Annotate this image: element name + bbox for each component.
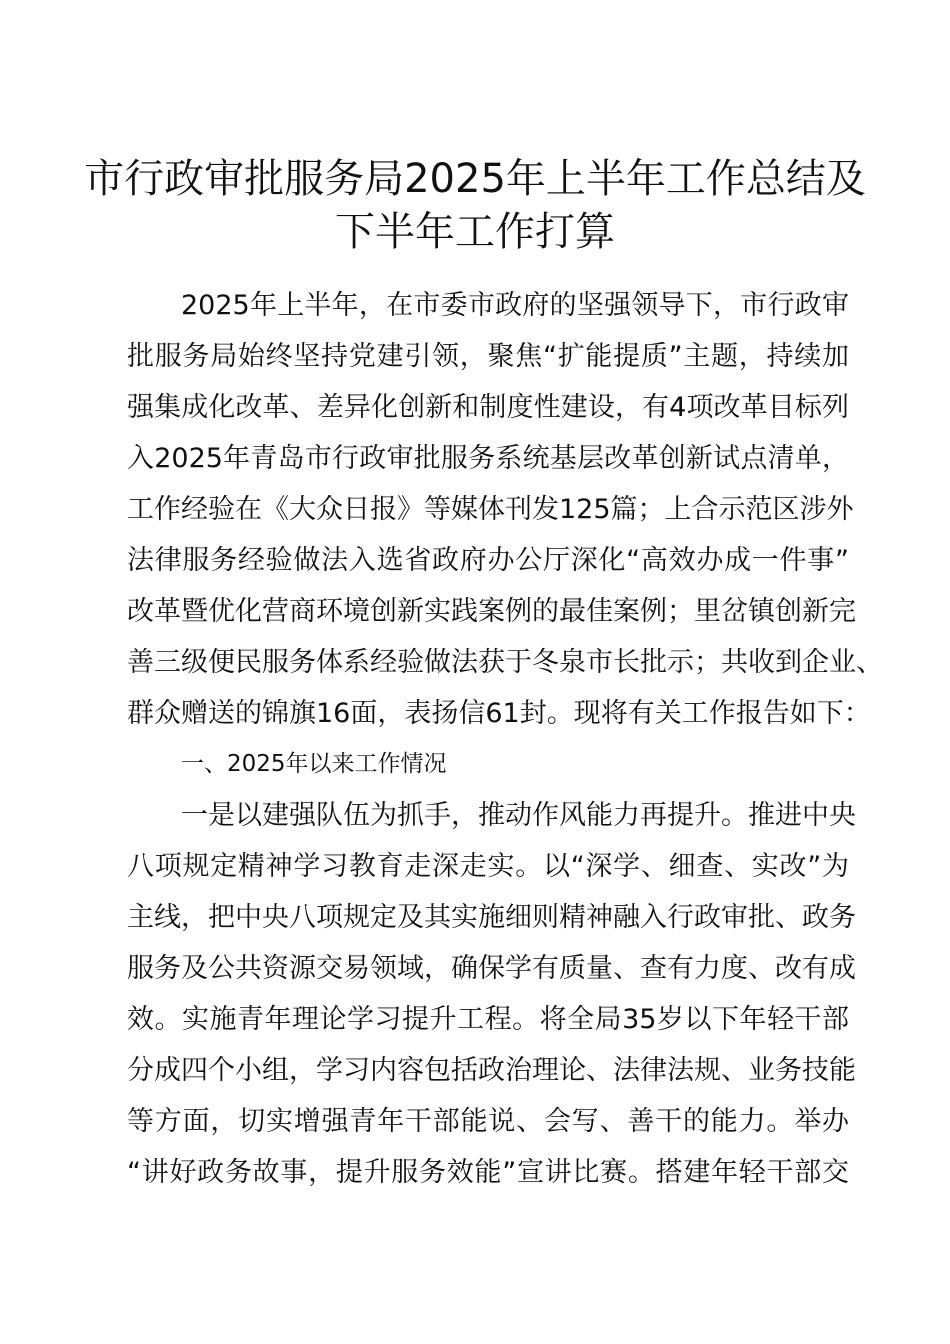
paragraph-line: 主线，把中央八项规定及其实施细则精神融入行政审批、政务 [127,902,856,933]
paragraph-line: 服务及公共资源交易领域，确保学有质量、查有力度、改有成 [127,953,856,984]
document-title-line-1: 市行政审批服务局2025年上半年工作总结及 [84,156,866,202]
paragraph-line: 八项规定精神学习教育走深走实。以“深学、细查、实改”为 [127,851,849,882]
paragraph-line: “讲好政务故事，提升服务效能”宣讲比赛。搭建年轻干部交 [127,1157,849,1188]
document-title-line-2: 下半年工作打算 [335,209,615,255]
paragraph-line: 善三级便民服务体系经验做法获于冬泉市长批示；共收到企业、 [127,647,883,678]
paragraph-line: 一是以建强队伍为抓手，推动作风能力再提升。推进中央 [181,800,856,831]
paragraph-line: 强集成化改革、差异化创新和制度性建设，有4项改革目标列 [127,392,849,423]
paragraph-line: 效。实施青年理论学习提升工程。将全局35岁以下年轻干部 [127,1004,849,1035]
paragraph-line: 群众赠送的锦旗16面，表扬信61封。现将有关工作报告如下： [127,698,871,729]
paragraph-line: 法律服务经验做法入选省政府办公厅深化“高效办成一件事” [127,545,849,576]
paragraph-line: 分成四个小组，学习内容包括政治理论、法律法规、业务技能 [127,1055,856,1086]
paragraph-line: 入2025年青岛市行政审批服务系统基层改革创新试点清单， [127,443,849,474]
paragraph-line: 等方面，切实增强青年干部能说、会写、善干的能力。举办 [127,1106,849,1137]
section-heading: 一、2025年以来工作情况 [181,751,447,777]
paragraph-section-one [127,790,856,1198]
paragraph-intro [127,280,883,739]
paragraph-line: 改革暨优化营商环境创新实践案例的最佳案例；里岔镇创新完 [127,596,856,627]
paragraph-line: 批服务局始终坚持党建引领，聚焦“扩能提质”主题，持续加 [127,341,849,372]
paragraph-line: 工作经验在《大众日报》等媒体刊发125篇；上合示范区涉外 [127,494,854,525]
document-body [127,280,883,1198]
paragraph-line: 2025年上半年，在市委市政府的坚强领导下，市行政审 [181,290,849,321]
